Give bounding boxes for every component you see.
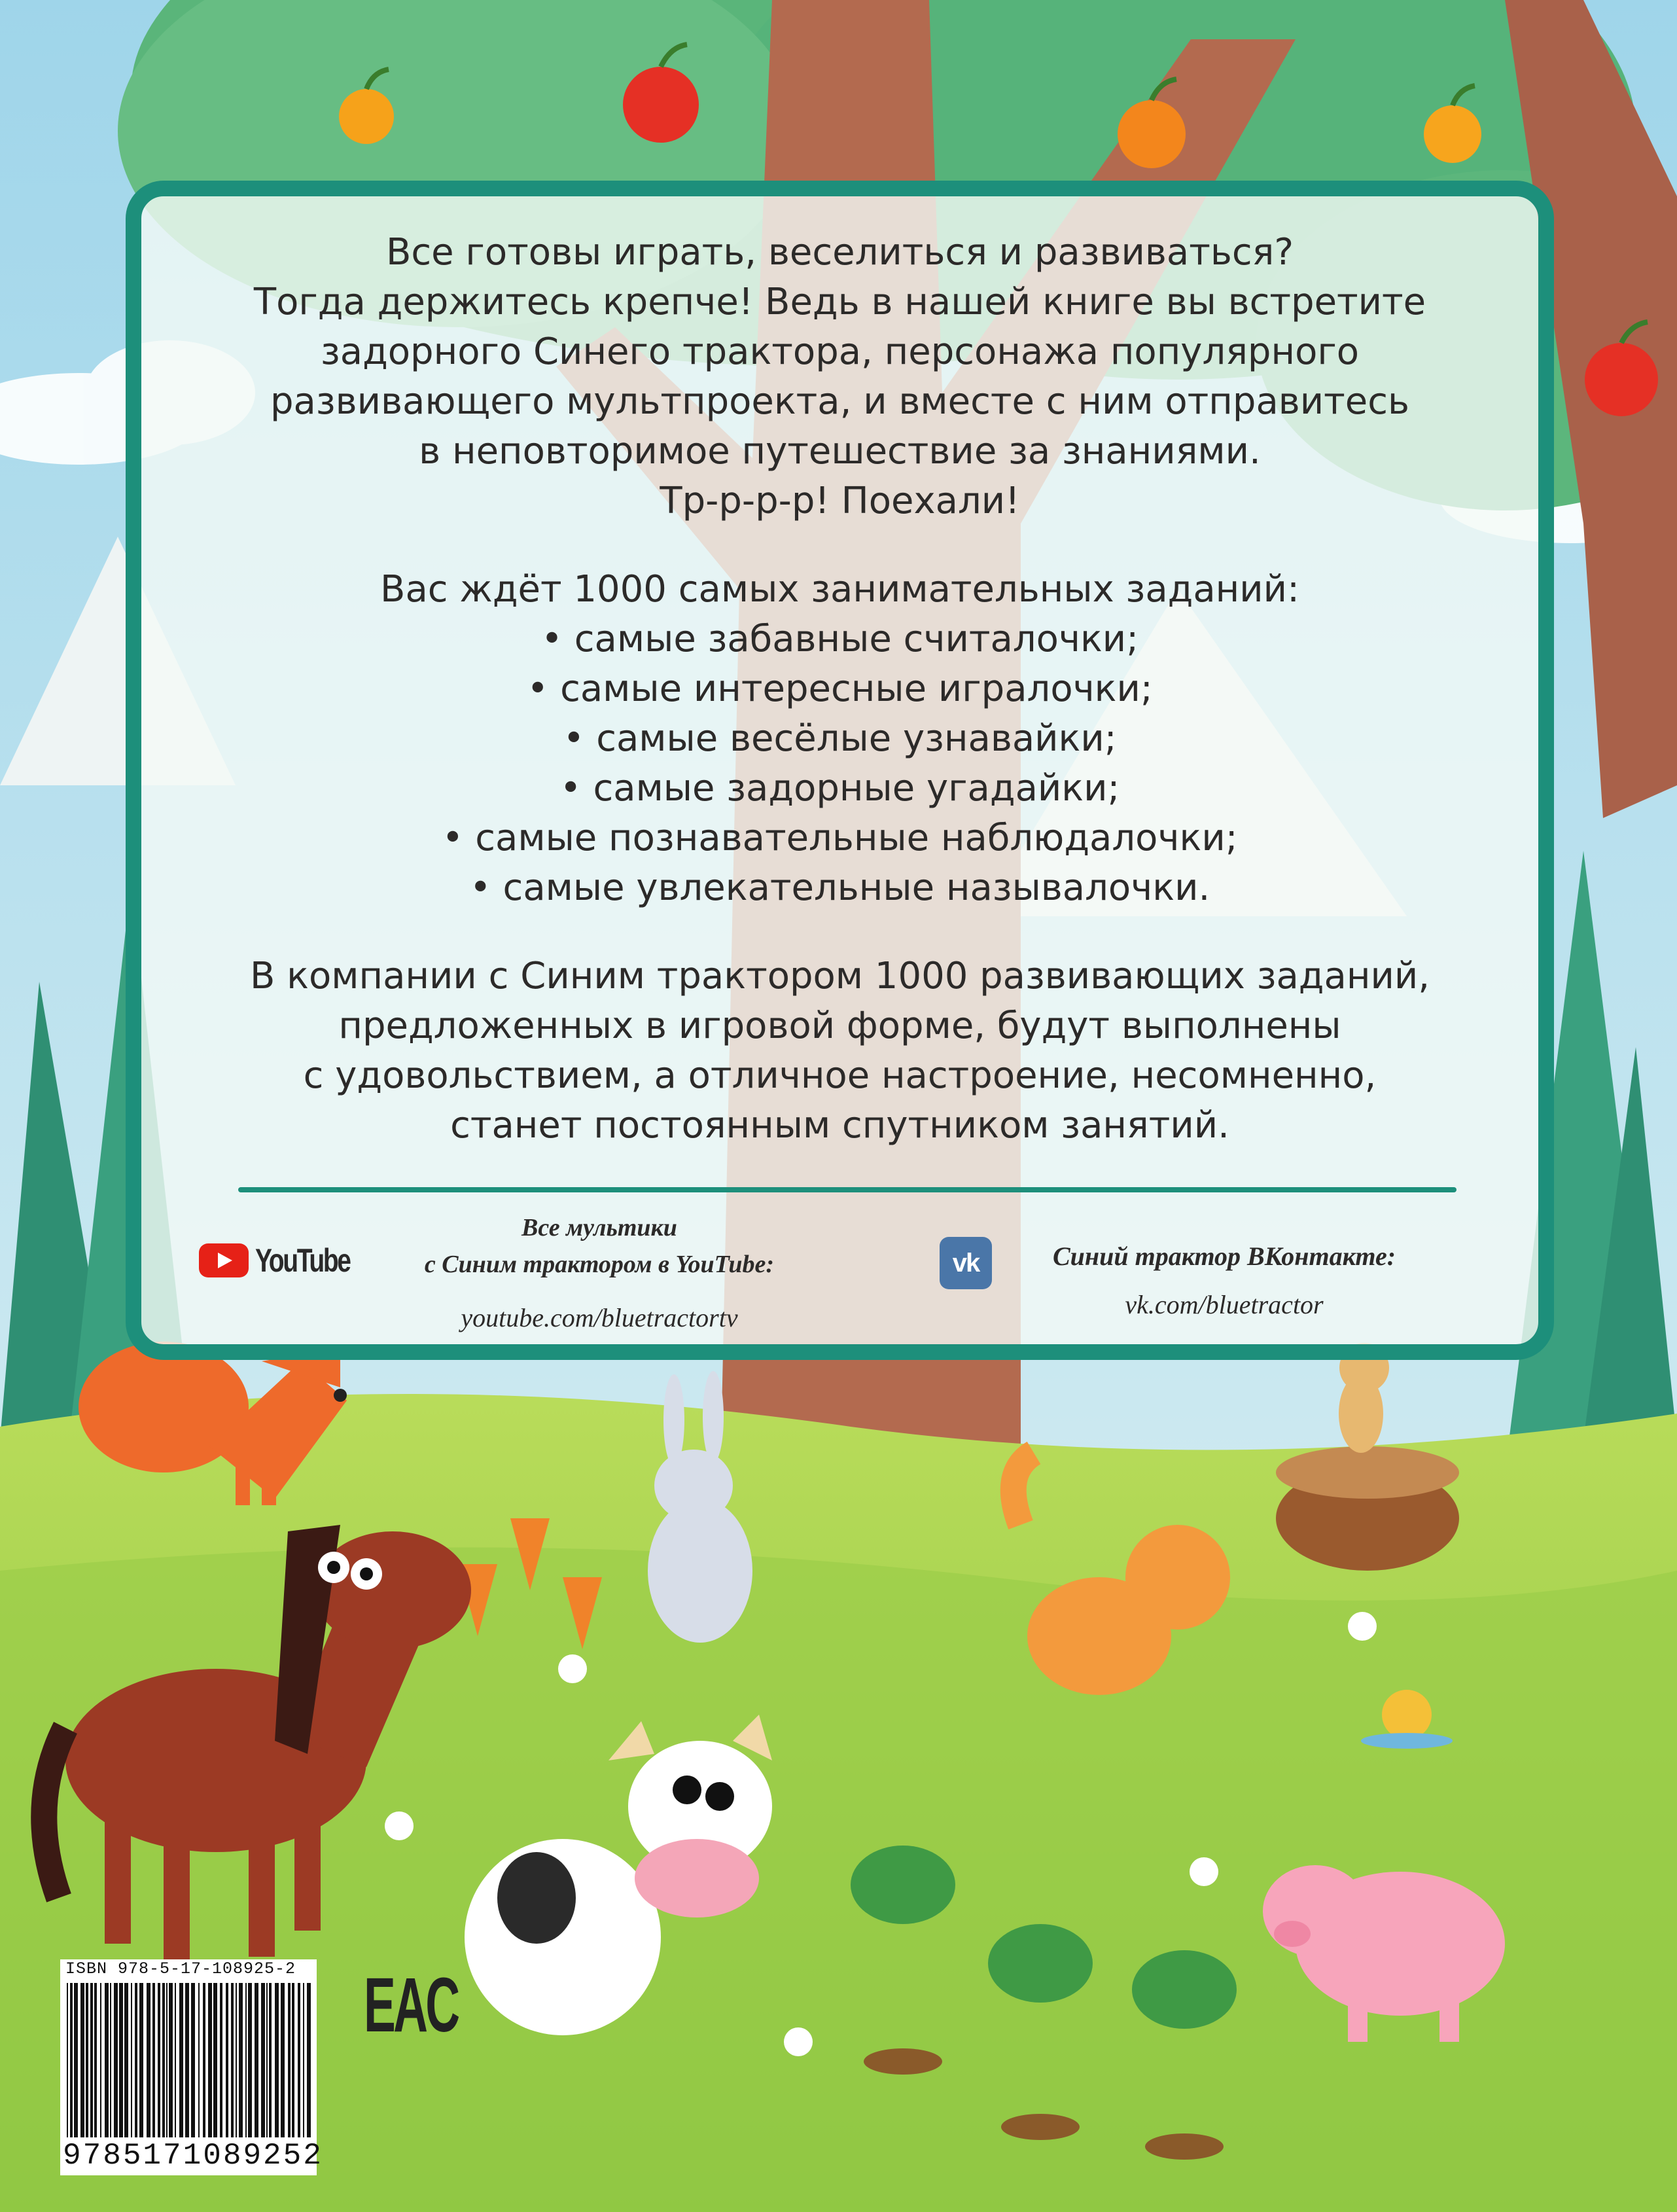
outro-line: с удовольствием, а отличное настроение, несомненно, — [303, 1054, 1377, 1097]
barcode-bar — [105, 1983, 109, 2137]
barcode-bar — [185, 1983, 189, 2137]
youtube-play-icon — [199, 1243, 249, 1277]
barcode-bar — [288, 1983, 291, 2137]
barcode-digits: 9785171089252 — [63, 2139, 323, 2173]
youtube-link[interactable]: youtube.com/bluetractortv — [461, 1303, 738, 1332]
barcode-bar — [90, 1983, 93, 2137]
barcode-bar — [119, 1983, 123, 2137]
intro-paragraph — [141, 228, 1538, 526]
barcode-bar — [114, 1983, 118, 2137]
barcode-bar — [162, 1983, 165, 2137]
barcode-bar — [152, 1983, 155, 2137]
youtube-logo[interactable] — [199, 1241, 376, 1280]
barcode-bar — [266, 1983, 268, 2137]
barcode-bar — [307, 1983, 311, 2137]
isbn-label: ISBN 978-5-17-108925-2 — [65, 1959, 296, 1978]
tasks-heading: Вас ждёт 1000 самых занимательных заданий: — [380, 568, 1299, 611]
barcode-bar — [124, 1983, 128, 2137]
barcode-bar — [213, 1983, 217, 2137]
intro-line: в неповторимое путешествие за знаниями. — [419, 430, 1261, 473]
barcode-bar — [198, 1983, 200, 2137]
barcode-bar — [169, 1983, 173, 2137]
barcode-bar — [80, 1983, 84, 2137]
barcode-bar — [236, 1983, 237, 2137]
divider-line — [238, 1187, 1456, 1192]
barcode-bar — [158, 1983, 160, 2137]
barcode-bar — [226, 1983, 228, 2137]
barcode-bar — [191, 1983, 195, 2137]
outro-line: предложенных в игровой форме, будут выполнены — [338, 1005, 1341, 1047]
barcode-bar — [239, 1983, 243, 2137]
youtube-caption-line: с Синим трактором в YouTube: — [424, 1251, 775, 1278]
intro-line: Все готовы играть, веселиться и развиваться? — [385, 231, 1294, 274]
task-item: • самые весёлые узнавайки; — [563, 717, 1117, 760]
youtube-wordmark: YouTube — [255, 1242, 350, 1279]
barcode-block — [60, 1959, 323, 2175]
barcode-bar — [67, 1983, 68, 2137]
task-item: • самые увлекательные называлочки. — [469, 866, 1210, 909]
description-panel — [126, 181, 1554, 1360]
outro-paragraph — [141, 952, 1538, 1151]
barcode-bar — [255, 1983, 258, 2137]
barcode-bar — [131, 1983, 132, 2137]
barcode-bar — [74, 1983, 78, 2137]
intro-line: Тр-р-р-р! Поехали! — [660, 480, 1020, 522]
barcode-bar — [139, 1983, 143, 2137]
intro-line: Тогда держитесь крепче! Ведь в нашей книге вы встретите — [253, 281, 1426, 323]
barcode-bar — [203, 1983, 205, 2137]
vk-link[interactable]: vk.com/bluetractor — [1125, 1290, 1324, 1319]
barcode-bar — [220, 1983, 222, 2137]
intro-line: задорного Синего трактора, персонажа популярного — [320, 330, 1360, 373]
barcode-bar — [110, 1983, 111, 2137]
barcode-bar — [261, 1983, 265, 2137]
barcode-bar — [208, 1983, 212, 2137]
barcode-bar — [175, 1983, 176, 2137]
intro-line: развивающего мультпроекта, и вместе с ним отправитесь — [270, 380, 1410, 423]
task-item: • самые задорные угадайки; — [559, 767, 1120, 810]
barcode-bar — [166, 1983, 168, 2137]
task-item: • самые познавательные наблюдалочки; — [442, 817, 1238, 859]
youtube-caption-line: Все мультики — [521, 1214, 677, 1241]
barcode-bar — [298, 1983, 300, 2137]
barcode-bar — [269, 1983, 272, 2137]
barcode-bar — [94, 1983, 97, 2137]
task-item: • самые интересные игралочки; — [527, 668, 1153, 710]
barcode-bar — [231, 1983, 234, 2137]
outro-line: станет постоянным спутником занятий. — [450, 1104, 1229, 1147]
barcode-bar — [275, 1983, 279, 2137]
tasks-list — [141, 565, 1538, 913]
barcode-bar — [303, 1983, 304, 2137]
youtube-caption — [370, 1209, 828, 1283]
barcode-bar — [179, 1983, 183, 2137]
barcode-bar — [100, 1983, 101, 2137]
barcode-bar — [245, 1983, 247, 2137]
vk-icon[interactable]: vk — [940, 1237, 992, 1289]
barcode-bar — [147, 1983, 150, 2137]
barcode-bar — [86, 1983, 88, 2137]
barcode-bar — [292, 1983, 294, 2137]
barcode-bars — [65, 1983, 311, 2137]
barcode-bar — [70, 1983, 73, 2137]
eac-mark: EAC — [364, 1962, 458, 2048]
barcode-bar — [281, 1983, 285, 2137]
outro-line: В компании с Синим трактором 1000 развивающих заданий, — [249, 955, 1430, 997]
task-item: • самые забавные считалочки; — [540, 618, 1139, 660]
barcode-bar — [248, 1983, 252, 2137]
vk-caption: Синий трактор ВКонтакте: — [1052, 1241, 1396, 1271]
barcode-bar — [135, 1983, 137, 2137]
